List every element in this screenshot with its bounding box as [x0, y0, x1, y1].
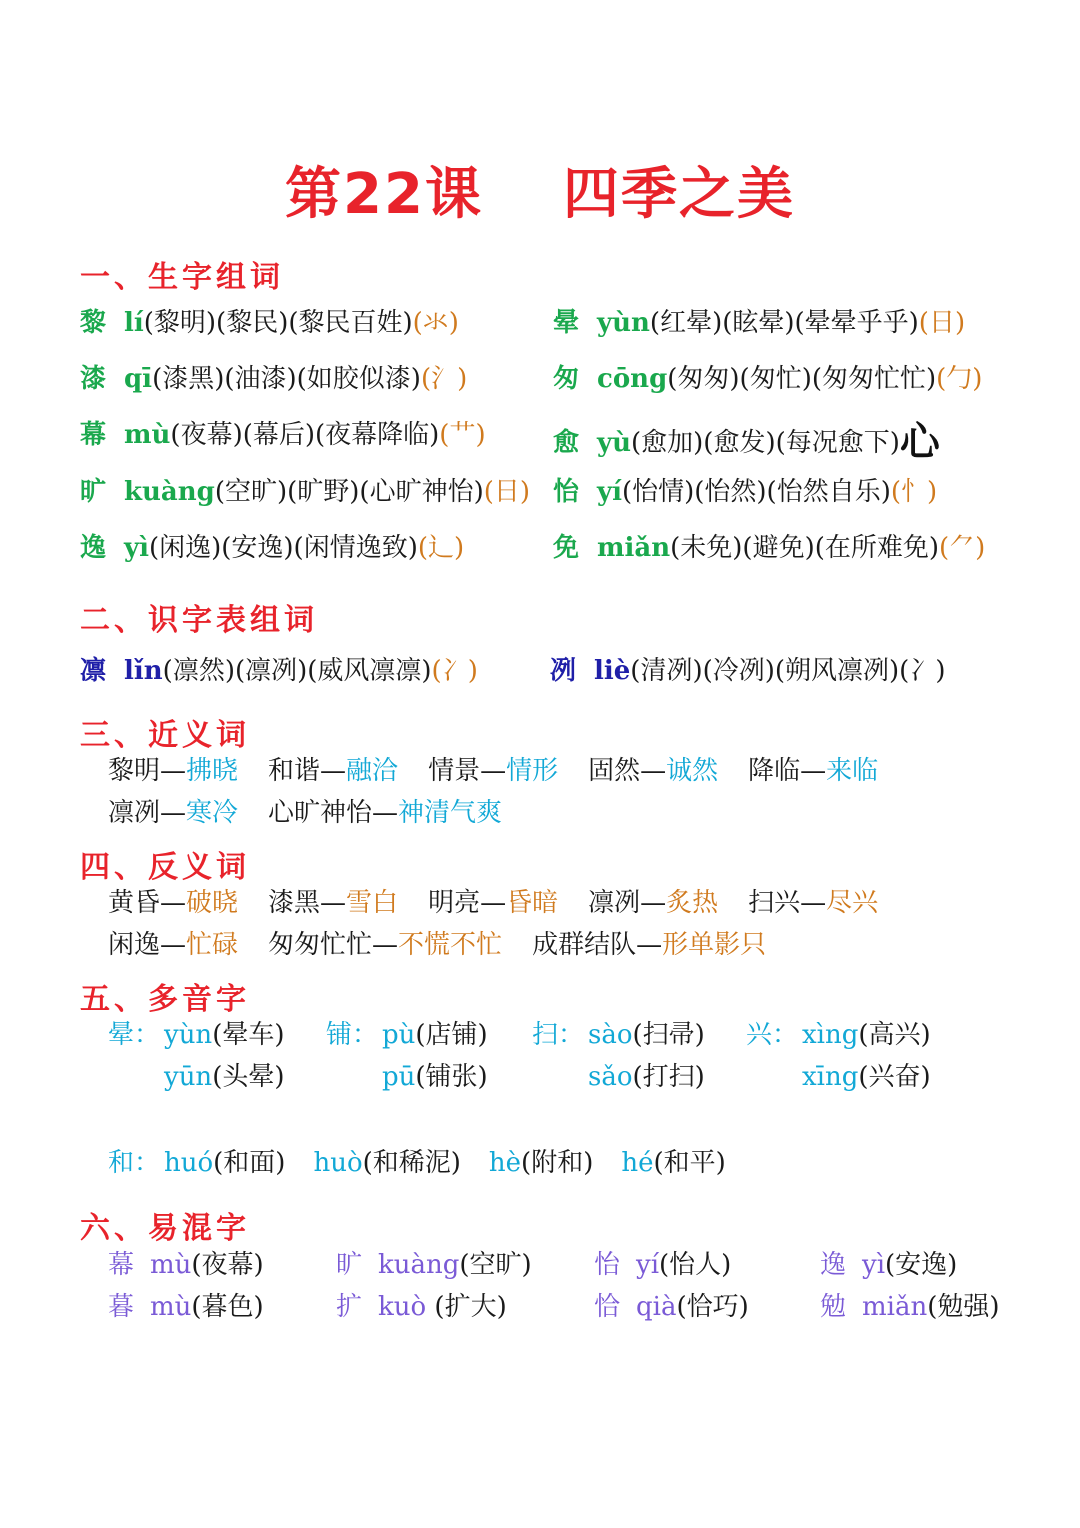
- antonym-row: [108, 932, 766, 958]
- word-pair: [588, 758, 718, 784]
- confusable-word: (扩大): [434, 1292, 507, 1322]
- confusable-item: [108, 1294, 264, 1320]
- vocab-pinyin: yù: [597, 428, 632, 458]
- antonym-row: [108, 890, 878, 916]
- word-a: 固然: [588, 756, 641, 786]
- dash: —: [320, 888, 347, 918]
- vocab-item: [553, 479, 937, 505]
- word-pair: [268, 890, 398, 916]
- word-a: 凛冽: [108, 798, 161, 828]
- dash: —: [480, 888, 507, 918]
- vocab-char: 黎: [80, 308, 107, 338]
- vocab-item: [553, 366, 982, 392]
- word-a: 情景: [428, 756, 481, 786]
- section-heading-3: 三、近义词: [80, 718, 250, 753]
- confusable-pinyin: mù: [150, 1292, 192, 1322]
- confusable-item: [594, 1294, 749, 1320]
- polyphone-pinyin: pū: [382, 1062, 416, 1092]
- polyphone-reading: [746, 1022, 931, 1048]
- polyphone-reading: [621, 1150, 725, 1176]
- vocab-char: 免: [553, 533, 580, 563]
- polyphone-pinyin: sǎo: [588, 1062, 633, 1092]
- word-a: 明亮: [428, 888, 481, 918]
- confusable-pinyin: qià: [636, 1292, 677, 1322]
- polyphone-reading: [108, 1022, 284, 1048]
- word-a: 和谐: [268, 756, 321, 786]
- vocab-item: [80, 479, 530, 505]
- polyphone-pinyin: yùn: [164, 1020, 213, 1050]
- vocab-radical: (忄): [890, 477, 938, 507]
- confusable-char: 怡: [594, 1250, 621, 1280]
- polyphone-pinyin: xìng: [802, 1020, 859, 1050]
- polyphone-word: (兴奋): [858, 1062, 931, 1092]
- synonym-row: [108, 758, 878, 784]
- recog-radical: (冫): [431, 656, 478, 686]
- vocab-char: 旷: [80, 477, 107, 507]
- polyphone-reading: [313, 1150, 460, 1176]
- vocab-words: (闲逸)(安逸)(闲情逸致): [148, 533, 418, 563]
- polyphone-word: (打扫): [632, 1062, 705, 1092]
- dash: —: [160, 756, 187, 786]
- word-b: 忙碌: [186, 930, 239, 960]
- confusable-char: 恰: [594, 1292, 621, 1322]
- vocab-pinyin: lí: [124, 308, 144, 338]
- section-heading-2: 二、识字表组词: [80, 603, 318, 638]
- vocab-char: 晕: [553, 308, 580, 338]
- vocab-item: [80, 422, 486, 448]
- confusable-char: 扩: [336, 1292, 363, 1322]
- vocab-item: [80, 310, 459, 336]
- vocab-words: (黎明)(黎民)(黎民百姓): [143, 308, 413, 338]
- vocab-radical: (氺): [412, 308, 459, 338]
- polyphone-word: (附和): [521, 1148, 594, 1178]
- polyphone-he-row: [108, 1150, 726, 1176]
- confusable-item: [820, 1294, 1000, 1320]
- word-pair: [748, 890, 878, 916]
- vocab-item: [80, 366, 467, 392]
- confusable-word: (安逸): [885, 1250, 958, 1280]
- word-a: 成群结队: [532, 930, 637, 960]
- polyphone-pinyin: pù: [382, 1020, 416, 1050]
- dash: —: [800, 888, 827, 918]
- vocab-words: (愈加)(愈发)(每况愈下): [631, 428, 900, 458]
- vocab-words: (空旷)(旷野)(心旷神怡): [214, 477, 484, 507]
- word-pair: [108, 932, 238, 958]
- polyphone-char: 兴：: [746, 1020, 799, 1050]
- vocab-radical: (辶): [417, 533, 465, 563]
- confusable-word: (勉强): [927, 1292, 1000, 1322]
- section-heading-5: 五、多音字: [80, 982, 250, 1017]
- confusable-pinyin: yí: [636, 1250, 660, 1280]
- vocab-pinyin: yùn: [597, 308, 650, 338]
- word-pair: [428, 758, 558, 784]
- word-b: 拂晓: [186, 756, 239, 786]
- word-pair: [268, 758, 398, 784]
- confusable-char: 逸: [820, 1250, 847, 1280]
- polyphone-word: (高兴): [858, 1020, 931, 1050]
- polyphone-char: 和：: [108, 1148, 161, 1178]
- word-b: 破晓: [186, 888, 239, 918]
- vocab-char: 愈: [553, 428, 580, 458]
- vocab-item: [553, 419, 940, 465]
- lesson-number: 第22课: [285, 162, 483, 227]
- polyphone-reading: [382, 1064, 488, 1090]
- word-pair: [748, 758, 878, 784]
- vocab-words: (匆匆)(匆忙)(匆匆忙忙): [667, 364, 937, 394]
- vocab-pinyin: yì: [124, 533, 149, 563]
- polyphone-word: (扫帚): [632, 1020, 705, 1050]
- polyphone-word: (和平): [653, 1148, 726, 1178]
- dash: —: [640, 888, 667, 918]
- dash: —: [372, 930, 399, 960]
- vocab-pinyin: yí: [597, 477, 622, 507]
- section-heading-1: 一、生字组词: [80, 260, 284, 295]
- vocab-radical: 心: [899, 419, 940, 465]
- word-b: 来临: [826, 756, 879, 786]
- recog-radical: (冫): [899, 656, 946, 686]
- synonym-row: [108, 800, 502, 826]
- confusable-char: 勉: [820, 1292, 847, 1322]
- dash: —: [372, 798, 399, 828]
- polyphone-word: (铺张): [415, 1062, 488, 1092]
- polyphone-pinyin: huó: [164, 1148, 214, 1178]
- vocab-char: 匆: [553, 364, 580, 394]
- word-b: 情形: [506, 756, 559, 786]
- recog-pinyin: lǐn: [124, 656, 163, 686]
- word-a: 心旷神怡: [268, 798, 373, 828]
- vocab-pinyin: qī: [124, 364, 153, 394]
- word-a: 匆匆忙忙: [268, 930, 373, 960]
- confusable-pinyin: yì: [862, 1250, 886, 1280]
- section-heading-6: 六、易混字: [80, 1211, 250, 1246]
- confusable-word: (空旷): [459, 1250, 532, 1280]
- word-a: 闲逸: [108, 930, 161, 960]
- word-b: 形单影只: [662, 930, 767, 960]
- confusable-char: 暮: [108, 1292, 135, 1322]
- polyphone-pinyin: huò: [313, 1148, 363, 1178]
- polyphone-reading: [489, 1150, 593, 1176]
- vocab-item: [553, 310, 965, 336]
- vocab-radical: (日): [918, 308, 966, 338]
- confusable-char: 幕: [108, 1250, 135, 1280]
- word-a: 降临: [748, 756, 801, 786]
- confusable-pinyin: kuò: [378, 1292, 435, 1322]
- confusable-word: (夜幕): [191, 1250, 264, 1280]
- recog-item-1: [80, 658, 478, 684]
- word-pair: [268, 800, 502, 826]
- vocab-words: (未免)(避免)(在所难免): [670, 533, 940, 563]
- polyphone-reading: [588, 1064, 705, 1090]
- recog-char: 冽: [550, 656, 577, 686]
- word-b: 雪白: [346, 888, 399, 918]
- word-a: 黄昏: [108, 888, 161, 918]
- confusable-word: (怡人): [659, 1250, 732, 1280]
- polyphone-pinyin: yūn: [164, 1062, 213, 1092]
- vocab-radical: (勹): [936, 364, 983, 394]
- recog-words: (凛然)(凛冽)(威风凛凛): [162, 656, 432, 686]
- vocab-char: 怡: [553, 477, 580, 507]
- confusable-item: [336, 1252, 532, 1278]
- word-pair: [108, 800, 238, 826]
- polyphone-pinyin: hé: [621, 1148, 654, 1178]
- word-b: 尽兴: [826, 888, 879, 918]
- confusable-pinyin: mù: [150, 1250, 192, 1280]
- vocab-pinyin: cōng: [597, 364, 668, 394]
- word-b: 不慌不忙: [398, 930, 503, 960]
- word-pair: [268, 932, 502, 958]
- confusable-pinyin: miǎn: [862, 1292, 928, 1322]
- word-pair: [108, 890, 238, 916]
- vocab-words: (怡情)(怡然)(怡然自乐): [621, 477, 891, 507]
- vocab-char: 漆: [80, 364, 107, 394]
- recog-char: 凛: [80, 656, 107, 686]
- dash: —: [160, 930, 187, 960]
- word-pair: [428, 890, 558, 916]
- lesson-name: 四季之美: [562, 162, 795, 227]
- recog-item-2: [550, 658, 945, 684]
- vocab-radical: (日): [483, 477, 531, 507]
- page-title: [0, 150, 1080, 230]
- dash: —: [480, 756, 507, 786]
- word-b: 诚然: [666, 756, 719, 786]
- polyphone-reading: [532, 1022, 705, 1048]
- polyphone-char: 扫：: [532, 1020, 585, 1050]
- vocab-item: [553, 535, 985, 561]
- dash: —: [636, 930, 663, 960]
- vocab-char: 幕: [80, 420, 107, 450]
- word-a: 凛冽: [588, 888, 641, 918]
- word-a: 扫兴: [748, 888, 801, 918]
- confusable-pinyin: kuàng: [378, 1250, 460, 1280]
- dash: —: [160, 888, 187, 918]
- vocab-radical: (艹): [439, 420, 486, 450]
- confusable-item: [108, 1252, 264, 1278]
- word-b: 昏暗: [506, 888, 559, 918]
- polyphone-char: 晕：: [108, 1020, 161, 1050]
- polyphone-pinyin: hè: [488, 1148, 522, 1178]
- vocab-pinyin: miǎn: [597, 533, 671, 563]
- dash: —: [640, 756, 667, 786]
- vocab-words: (红晕)(眩晕)(晕晕乎乎): [649, 308, 919, 338]
- confusable-word: (恰巧): [676, 1292, 749, 1322]
- confusable-item: [336, 1294, 507, 1320]
- polyphone-reading: [164, 1064, 284, 1090]
- dash: —: [320, 756, 347, 786]
- polyphone-word: (头晕): [212, 1062, 285, 1092]
- polyphone-pinyin: xīng: [802, 1062, 859, 1092]
- vocab-char: 逸: [80, 533, 107, 563]
- polyphone-char: 铺：: [326, 1020, 379, 1050]
- vocab-pinyin: mù: [124, 420, 171, 450]
- dash: —: [160, 798, 187, 828]
- word-b: 寒冷: [186, 798, 239, 828]
- confusable-word: (暮色): [191, 1292, 264, 1322]
- section-heading-4: 四、反义词: [80, 850, 250, 885]
- polyphone-reading: [326, 1022, 488, 1048]
- polyphone-pinyin: sào: [588, 1020, 633, 1050]
- confusable-item: [594, 1252, 731, 1278]
- polyphone-word: (晕车): [212, 1020, 285, 1050]
- polyphone-reading: [802, 1064, 931, 1090]
- word-b: 炙热: [666, 888, 719, 918]
- word-a: 漆黑: [268, 888, 321, 918]
- recog-pinyin: liè: [594, 656, 631, 686]
- polyphone-reading: [164, 1150, 285, 1176]
- recog-words: (清冽)(冷冽)(朔风凛冽): [630, 656, 900, 686]
- vocab-pinyin: kuàng: [124, 477, 215, 507]
- polyphone-word: (店铺): [415, 1020, 488, 1050]
- word-pair: [532, 932, 766, 958]
- vocab-radical: (⺈): [939, 533, 986, 563]
- polyphone-word: (和面): [213, 1148, 286, 1178]
- confusable-item: [820, 1252, 957, 1278]
- word-b: 融洽: [346, 756, 399, 786]
- word-pair: [108, 758, 238, 784]
- vocab-radical: (氵): [420, 364, 468, 394]
- vocab-words: (漆黑)(油漆)(如胶似漆): [152, 364, 421, 394]
- confusable-char: 旷: [336, 1250, 363, 1280]
- word-pair: [588, 890, 718, 916]
- dash: —: [800, 756, 827, 786]
- word-a: 黎明: [108, 756, 161, 786]
- vocab-words: (夜幕)(幕后)(夜幕降临): [170, 420, 440, 450]
- word-b: 神清气爽: [398, 798, 503, 828]
- polyphone-word: (和稀泥): [362, 1148, 461, 1178]
- vocab-item: [80, 535, 464, 561]
